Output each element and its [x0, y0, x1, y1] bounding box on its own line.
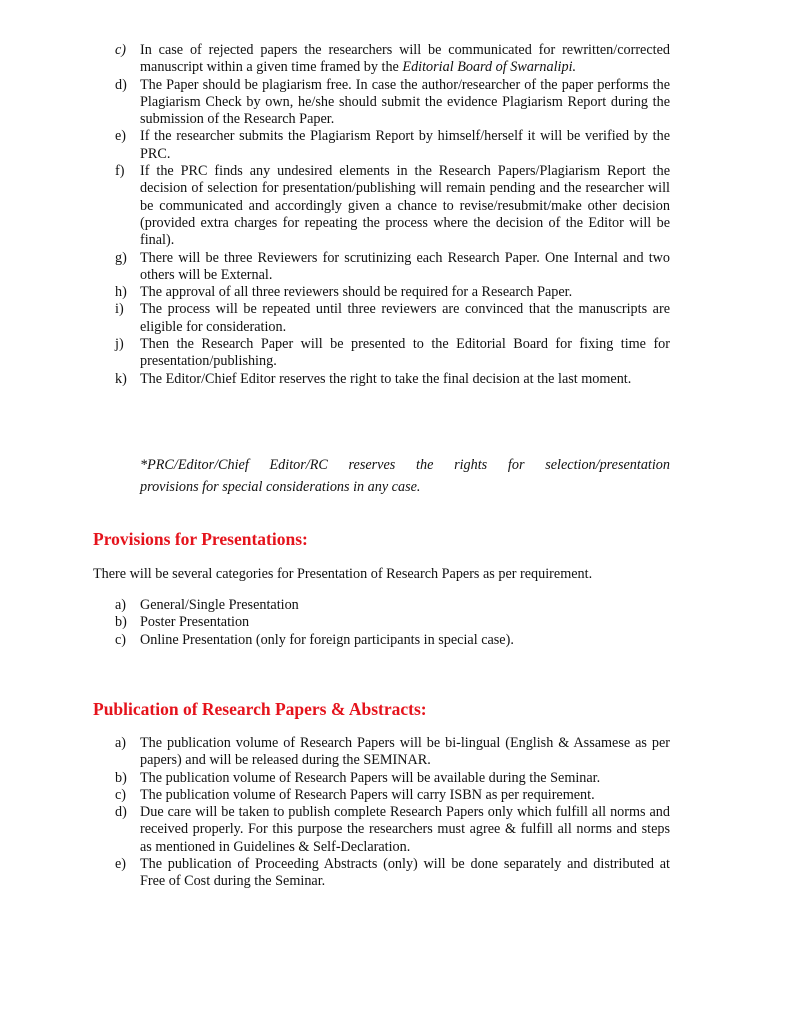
- list-item: [115, 804, 670, 856]
- publication-heading: Publication of Research Papers & Abstracts:: [93, 699, 427, 719]
- list-marker: f): [115, 163, 125, 180]
- list-marker: b): [115, 614, 127, 631]
- list-marker: e): [115, 856, 127, 873]
- list-item: [115, 371, 670, 388]
- list-marker: j): [115, 336, 124, 353]
- rights-note-line-2: provisions for special considerations in any case.: [140, 479, 421, 495]
- list-item: [115, 770, 670, 787]
- rights-note: [140, 454, 670, 498]
- list-item-text: The publication volume of Research Papers will be available during the Seminar.: [140, 769, 601, 786]
- list-item: [115, 128, 670, 163]
- list-marker: b): [115, 769, 127, 786]
- list-item: [115, 597, 670, 614]
- list-item-text: The Paper should be plagiarism free. In case the author/researcher of the paper performs the Plagiarism Check by own, he/she should submit the evidence Plagiarism Report during the submission of the Research Paper.: [140, 76, 670, 128]
- list-item-text: In case of rejected papers the researchers will be communicated for rewritten/corrected manuscript within a given time framed by the: [140, 42, 670, 76]
- list-item: [115, 614, 670, 631]
- presentations-list: [115, 597, 670, 649]
- list-item-text: The publication volume of Research Papers will carry ISBN as per requirement.: [140, 786, 595, 803]
- list-item: [115, 42, 670, 77]
- list-item-text: The publication of Proceeding Abstracts (only) will be done separately and distributed at Free of Cost during the Seminar.: [140, 856, 670, 890]
- list-marker: c): [115, 42, 127, 58]
- list-item-text: Poster Presentation: [140, 614, 250, 631]
- list-marker: a): [115, 735, 127, 751]
- list-item-text: Due care will be taken to publish complete Research Papers only which fulfill all norms and received properly. For this purpose the researchers must agree & fulfill all norms and steps as mentioned in Guidelines & Self-Declaration.: [140, 804, 670, 855]
- list-item: [115, 250, 670, 285]
- publication-list: [115, 735, 670, 891]
- list-marker: h): [115, 284, 127, 301]
- review-process-list: [115, 42, 670, 388]
- list-item: [115, 77, 670, 129]
- list-item-text: Then the Research Paper will be presented to the Editorial Board for fixing time for presentation/publishing.: [140, 336, 670, 370]
- list-item-text: If the researcher submits the Plagiarism Report by himself/herself it will be verified by the PRC.: [140, 128, 670, 162]
- list-item-text: The approval of all three reviewers should be required for a Research Paper.: [140, 284, 573, 301]
- list-item-text: Online Presentation (only for foreign participants in special case).: [140, 631, 514, 648]
- rights-note-line-1: *PRC/Editor/Chief Editor/RC reserves the rights for selection/presentation: [140, 457, 670, 473]
- list-item: [115, 735, 670, 770]
- presentations-heading: Provisions for Presentations:: [93, 529, 308, 549]
- list-item: [115, 632, 670, 649]
- list-item: [115, 284, 670, 301]
- list-item-text: General/Single Presentation: [140, 597, 299, 613]
- list-marker: g): [115, 249, 127, 266]
- list-marker: d): [115, 804, 127, 821]
- presentations-intro: There will be several categories for Presentation of Research Papers as per requirement.: [93, 566, 593, 582]
- list-item: [115, 856, 670, 891]
- list-marker: i): [115, 301, 124, 318]
- list-item-text: The process will be repeated until three reviewers are convinced that the manuscripts are eligible for consideration.: [140, 301, 670, 335]
- list-marker: k): [115, 370, 127, 387]
- list-item: [115, 301, 670, 336]
- list-marker: c): [115, 786, 127, 803]
- list-item-text: The Editor/Chief Editor reserves the right to take the final decision at the last moment.: [140, 370, 632, 387]
- list-item: [115, 336, 670, 371]
- list-item-text: If the PRC finds any undesired elements in the Research Papers/Plagiarism Report the decision of selection for presentation/publishing will remain pending and the researcher will be communicated and accordingly given a chance to revise/resubmit/make other decision (provided extra charges for repeating the process where the decision of the Editor will be final).: [140, 163, 670, 249]
- list-marker: c): [115, 631, 127, 648]
- list-marker: e): [115, 128, 127, 145]
- list-item: [115, 787, 670, 804]
- list-item-text: There will be three Reviewers for scrutinizing each Research Paper. One Internal and two others will be External.: [140, 249, 670, 283]
- list-item: [115, 163, 670, 249]
- editorial-board-name: Editorial Board of Swarnalipi.: [402, 59, 577, 76]
- list-marker: d): [115, 76, 127, 93]
- list-marker: a): [115, 597, 127, 613]
- list-item-text: The publication volume of Research Papers will be bi-lingual (English & Assamese as per papers) and will be released during the SEMINAR.: [140, 735, 670, 769]
